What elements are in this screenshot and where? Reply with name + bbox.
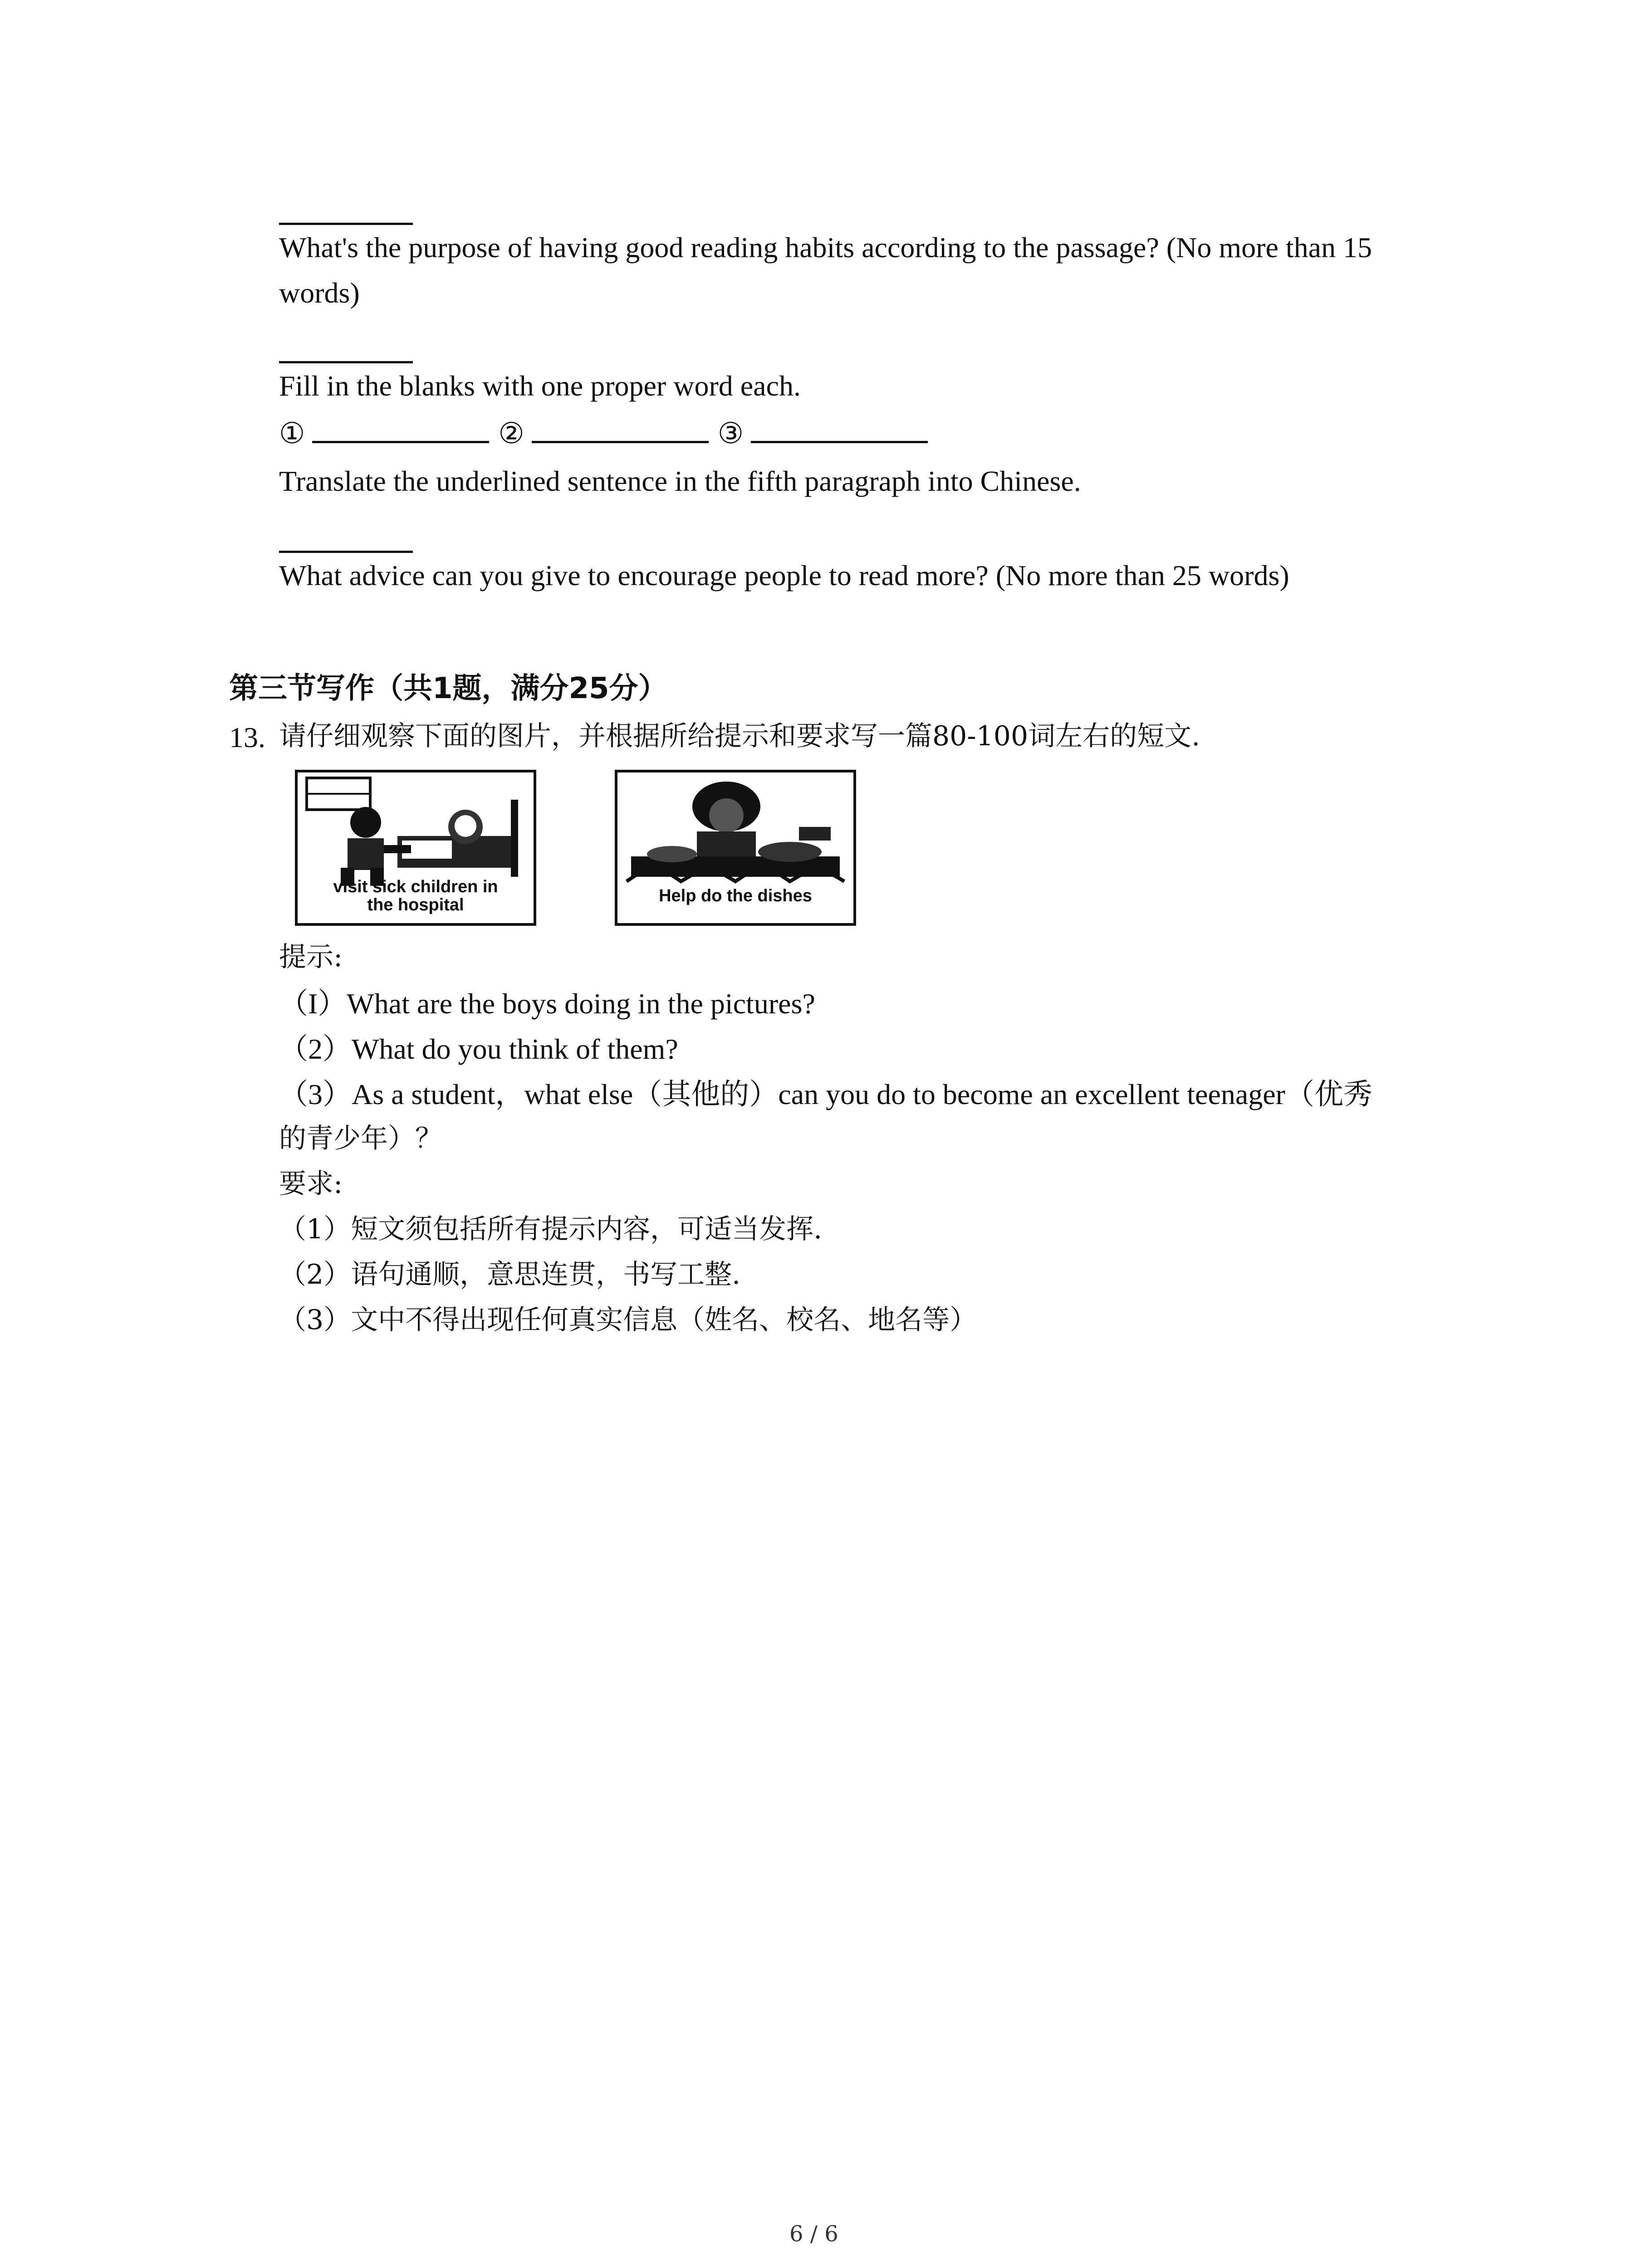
picture-wash-dishes [615, 770, 856, 926]
picture-caption-1: visit sick children in the hospital [333, 877, 498, 914]
fill-marker-1: ① [279, 417, 305, 450]
answer-blank-line-1[interactable] [279, 223, 413, 225]
hint-1: （I）What are the boys doing in the pictures? [279, 987, 815, 1020]
fill-blank-3[interactable] [751, 415, 928, 443]
section-title: 第三节写作（共1题，满分25分） [229, 672, 667, 705]
question-fill-blanks: Fill in the blanks with one proper word each. [279, 370, 801, 402]
answer-blank-line-3[interactable] [279, 551, 413, 553]
question-purpose-continued: words) [279, 277, 360, 309]
hint-3-continued: 的青少年）？ [279, 1123, 442, 1154]
hint-2: （2）What do you think of them? [279, 1033, 678, 1065]
requirement-1: （1）短文须包括所有提示内容，可适当发挥. [279, 1213, 823, 1245]
question-purpose: What's the purpose of having good reading habits according to the passage? (No more than 15 [279, 231, 1372, 264]
question-translate: Translate the underlined sentence in the fifth paragraph into Chinese. [279, 465, 1081, 497]
fill-blank-1[interactable] [312, 415, 489, 443]
fill-blanks-row [279, 415, 937, 452]
answer-blank-line-2[interactable] [279, 361, 413, 363]
picture-hospital-visit [295, 770, 536, 926]
fill-marker-3: ③ [717, 417, 744, 450]
hints-label: 提示: [279, 941, 343, 973]
requirements-label: 要求: [279, 1168, 343, 1200]
fill-marker-2: ② [498, 417, 524, 450]
question-13-number: 13. [229, 721, 265, 753]
question-advice: What advice can you give to encourage people to read more? (No more than 25 words) [279, 559, 1289, 591]
requirement-3: （3）文中不得出现任何真实信息（姓名、校名、地名等） [279, 1304, 977, 1336]
fill-blank-2[interactable] [532, 415, 709, 443]
page-number: 6 / 6 [789, 2221, 838, 2247]
picture-caption-2: Help do the dishes [659, 886, 812, 905]
requirement-2: （2）语句通顺，意思连贯，书写工整. [279, 1259, 741, 1290]
hint-3: （3）As a student，what else（其他的）can you do to become an excellent teenager（优秀 [279, 1078, 1372, 1110]
question-13-prompt: 请仔细观察下面的图片，并根据所给提示和要求写一篇80-100词左右的短文. [279, 720, 1200, 752]
